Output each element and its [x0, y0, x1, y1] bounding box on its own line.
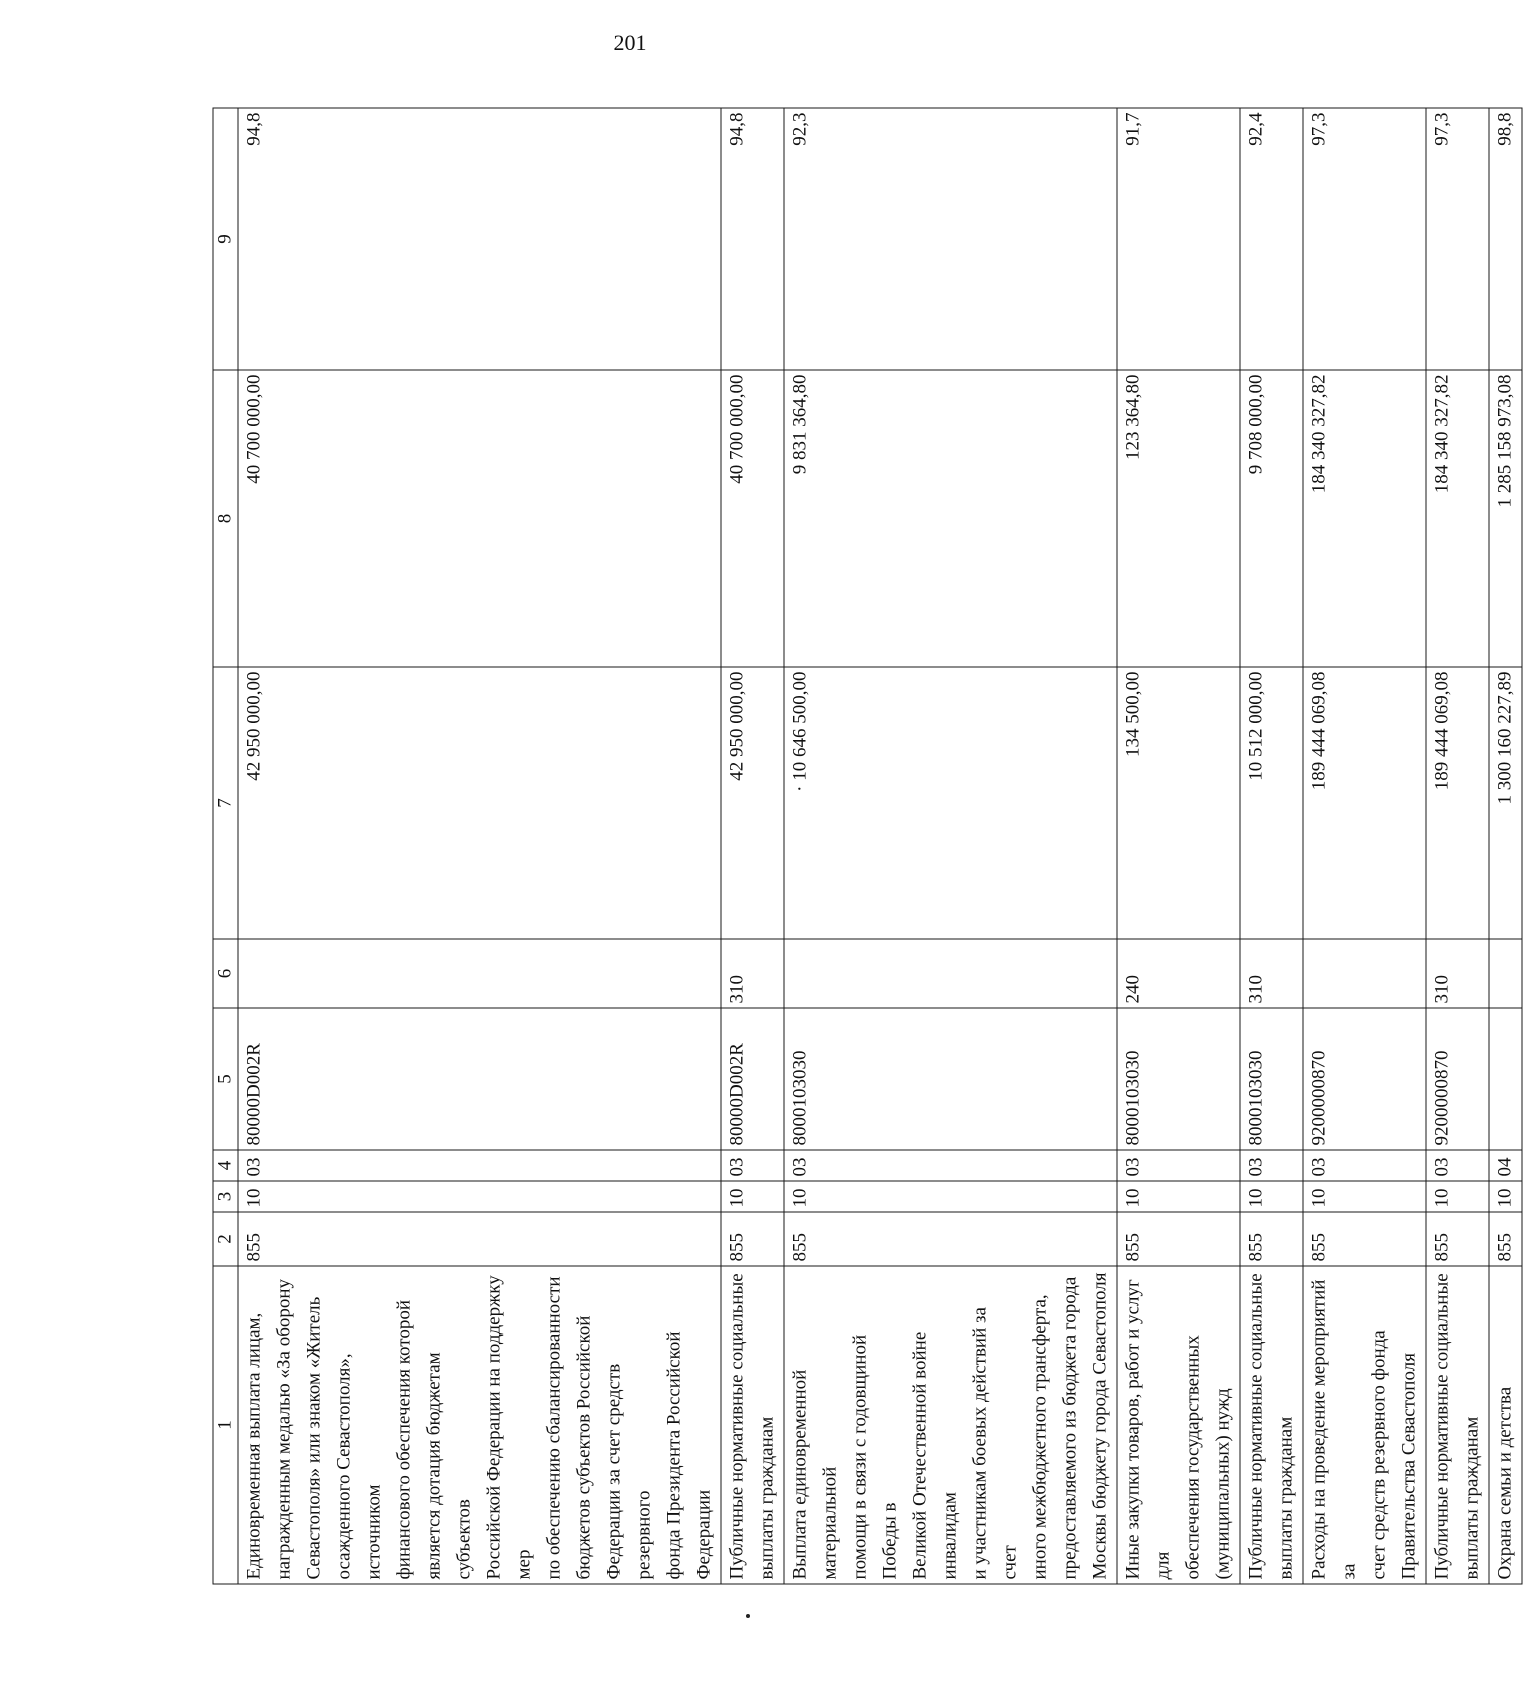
column-number: 3	[213, 1181, 238, 1212]
section-code: 10	[238, 1181, 721, 1212]
budget-table	[213, 108, 1523, 1585]
execution-percent: 94,8	[721, 108, 784, 370]
executed-amount: 1 285 158 973,08	[1489, 370, 1522, 667]
expense-type-code	[1489, 939, 1522, 1008]
expense-name: Выплата единовременной материальной помощи в связи с годовщиной Победы в Великой Отечественной войне инвалидам и участникам боевых действий за счет иного межбюджетного трансферта, предоставляемого из бюджета города Москвы бюджету города Севастополя	[784, 1266, 1117, 1584]
target-article-code	[1489, 1008, 1522, 1150]
target-article-code: 80000D002R	[721, 1008, 784, 1150]
section-code: 10	[784, 1181, 1117, 1212]
expense-name: Расходы на проведение мероприятий за счет средств резервного фонда Правительства Севастополя	[1303, 1266, 1426, 1584]
table-row	[1303, 108, 1426, 1584]
column-number: 5	[213, 1008, 238, 1150]
section-code: 10	[1489, 1181, 1522, 1212]
target-article-code: 9200000870	[1426, 1008, 1489, 1150]
planned-amount: · 10 646 500,00	[784, 667, 1117, 939]
planned-amount: 42 950 000,00	[238, 667, 721, 939]
execution-percent: 92,3	[784, 108, 1117, 370]
department-code: 855	[1489, 1212, 1522, 1266]
expense-type-code: 240	[1117, 939, 1240, 1008]
expense-type-code	[784, 939, 1117, 1008]
scan-dot	[746, 1614, 750, 1618]
execution-percent: 94,8	[238, 108, 721, 370]
subsection-code: 03	[721, 1150, 784, 1181]
column-number: 8	[213, 370, 238, 667]
subsection-code: 03	[238, 1150, 721, 1181]
planned-amount: 1 300 160 227,89	[1489, 667, 1522, 939]
department-code: 855	[1426, 1212, 1489, 1266]
expense-type-code: 310	[721, 939, 784, 1008]
execution-percent: 91,7	[1117, 108, 1240, 370]
department-code: 855	[1303, 1212, 1426, 1266]
table-row	[1426, 108, 1489, 1584]
planned-amount: 42 950 000,00	[721, 667, 784, 939]
page-number: 201	[613, 30, 647, 55]
department-code: 855	[1117, 1212, 1240, 1266]
executed-amount: 9 831 364,80	[784, 370, 1117, 667]
executed-amount: 123 364,80	[1117, 370, 1240, 667]
department-code: 855	[238, 1212, 721, 1266]
expense-name: Иные закупки товаров, работ и услуг для обеспечения государственных (муниципальных) нужд	[1117, 1266, 1240, 1584]
expense-type-code	[1303, 939, 1426, 1008]
executed-amount: 40 700 000,00	[721, 370, 784, 667]
column-number: 6	[213, 939, 238, 1008]
expense-name: Охрана семьи и детства	[1489, 1266, 1522, 1584]
table-row	[784, 108, 1117, 1584]
column-number: 4	[213, 1150, 238, 1181]
subsection-code: 03	[1117, 1150, 1240, 1181]
target-article-code: 80000D002R	[238, 1008, 721, 1150]
column-number-row	[213, 108, 238, 1584]
planned-amount: 189 444 069,08	[1426, 667, 1489, 939]
department-code: 855	[1240, 1212, 1303, 1266]
target-article-code: 9200000870	[1303, 1008, 1426, 1150]
table-row	[238, 108, 721, 1584]
executed-amount: 40 700 000,00	[238, 370, 721, 667]
executed-amount: 184 340 327,82	[1303, 370, 1426, 667]
execution-percent: 92,4	[1240, 108, 1303, 370]
department-code: 855	[784, 1212, 1117, 1266]
subsection-code: 03	[1426, 1150, 1489, 1181]
expense-name: Публичные нормативные социальные выплаты гражданам	[1426, 1266, 1489, 1584]
column-number: 7	[213, 667, 238, 939]
expense-name: Публичные нормативные социальные выплаты гражданам	[1240, 1266, 1303, 1584]
subsection-code: 04	[1489, 1150, 1522, 1181]
expense-name: Единовременная выплата лицам, награжденным медалью «За оборону Севастополя» или знаком «Житель осажденного Севастополя», источником финансового обеспечения которой является дотация бюджетам субъектов Российской Федерации на поддержку мер по обеспечению сбалансированности бюджетов субъектов Российской Федерации за счет средств резервного фонда Президента Российской Федерации	[238, 1266, 721, 1584]
planned-amount: 189 444 069,08	[1303, 667, 1426, 939]
target-article-code: 8000103030	[1240, 1008, 1303, 1150]
target-article-code: 8000103030	[784, 1008, 1117, 1150]
expense-type-code: 310	[1240, 939, 1303, 1008]
target-article-code: 8000103030	[1117, 1008, 1240, 1150]
expense-type-code	[238, 939, 721, 1008]
execution-percent: 97,3	[1426, 108, 1489, 370]
column-number: 2	[213, 1212, 238, 1266]
section-code: 10	[721, 1181, 784, 1212]
section-code: 10	[1117, 1181, 1240, 1212]
subsection-code: 03	[1303, 1150, 1426, 1181]
column-number: 9	[213, 108, 238, 370]
section-code: 10	[1426, 1181, 1489, 1212]
executed-amount: 184 340 327,82	[1426, 370, 1489, 667]
table-row	[721, 108, 784, 1584]
executed-amount: 9 708 000,00	[1240, 370, 1303, 667]
subsection-code: 03	[784, 1150, 1117, 1181]
section-code: 10	[1240, 1181, 1303, 1212]
table-row	[1240, 108, 1303, 1584]
department-code: 855	[721, 1212, 784, 1266]
expense-name: Публичные нормативные социальные выплаты гражданам	[721, 1266, 784, 1584]
table-row	[1117, 108, 1240, 1584]
section-code: 10	[1303, 1181, 1426, 1212]
budget-table-rotated	[213, 109, 1516, 1585]
execution-percent: 98,8	[1489, 108, 1522, 370]
table-row	[1489, 108, 1522, 1584]
subsection-code: 03	[1240, 1150, 1303, 1181]
column-number: 1	[213, 1266, 238, 1584]
expense-type-code: 310	[1426, 939, 1489, 1008]
execution-percent: 97,3	[1303, 108, 1426, 370]
planned-amount: 134 500,00	[1117, 667, 1240, 939]
planned-amount: 10 512 000,00	[1240, 667, 1303, 939]
